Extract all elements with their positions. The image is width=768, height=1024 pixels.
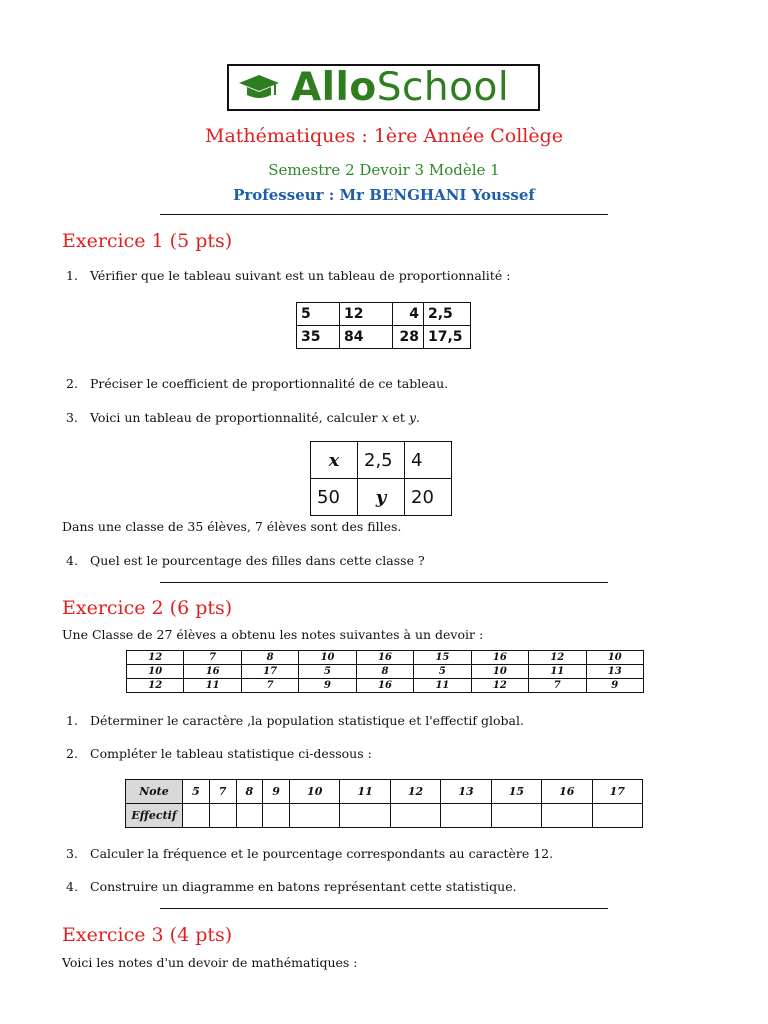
- table-cell: 28: [393, 326, 424, 349]
- table-cell: 12: [471, 679, 528, 693]
- exercise-1-heading: Exercice 1 (5 pts): [62, 230, 233, 252]
- table-cell: 13: [586, 665, 644, 679]
- table-cell: 12: [127, 651, 184, 665]
- table-cell: 16: [356, 651, 413, 665]
- empty-answer-cell[interactable]: [491, 804, 541, 828]
- table-cell: 12: [390, 780, 440, 804]
- empty-answer-cell[interactable]: [441, 804, 491, 828]
- empty-answer-cell[interactable]: [209, 804, 236, 828]
- table-cell: 5: [414, 665, 471, 679]
- empty-answer-cell[interactable]: [390, 804, 440, 828]
- table-cell: 15: [491, 780, 541, 804]
- table-cell: 9: [586, 679, 644, 693]
- table-cell: 4: [405, 442, 452, 479]
- table-cell: 16: [184, 665, 241, 679]
- empty-answer-cell[interactable]: [340, 804, 390, 828]
- table-cell: 17,5: [424, 326, 471, 349]
- ex3-intro: Voici les notes d'un devoir de mathématiques :: [62, 955, 358, 970]
- empty-answer-cell[interactable]: [592, 804, 642, 828]
- table-cell: 16: [542, 780, 592, 804]
- table-row: [311, 479, 452, 516]
- table-cell: 84: [340, 326, 393, 349]
- document-subtitle: Semestre 2 Devoir 3 Modèle 1: [268, 161, 500, 179]
- table-row: [311, 442, 452, 479]
- table-cell: 13: [441, 780, 491, 804]
- table-row: [127, 651, 644, 665]
- header-divider: [160, 214, 608, 215]
- table-cell: 16: [356, 679, 413, 693]
- ex2-question-2: 2. Compléter le tableau statistique ci-dessous :: [66, 746, 372, 761]
- table-cell: 9: [263, 780, 290, 804]
- ex1-question-2: 2. Préciser le coefficient de proportionnalité de ce tableau.: [66, 376, 449, 391]
- table-cell: 8: [236, 780, 263, 804]
- ex1-context: Dans une classe de 35 élèves, 7 élèves sont des filles.: [62, 519, 402, 534]
- ex1-question-4: 4. Quel est le pourcentage des filles dans cette classe ?: [66, 553, 425, 568]
- table-cell: 11: [184, 679, 241, 693]
- section-divider: [160, 908, 608, 909]
- freq-row-label: Effectif: [126, 804, 183, 828]
- table-row: [127, 679, 644, 693]
- table-cell: 17: [592, 780, 642, 804]
- table-cell: 17: [241, 665, 298, 679]
- ex2-intro: Une Classe de 27 élèves a obtenu les notes suivantes à un devoir :: [62, 627, 484, 642]
- table-cell: 5: [297, 303, 340, 326]
- section-divider: [160, 582, 608, 583]
- empty-answer-cell[interactable]: [236, 804, 263, 828]
- table-cell: 7: [241, 679, 298, 693]
- table-cell: 11: [414, 679, 471, 693]
- graduation-cap-icon: [237, 73, 281, 103]
- empty-answer-cell[interactable]: [183, 804, 210, 828]
- table-cell: 8: [356, 665, 413, 679]
- table-cell: 5: [183, 780, 210, 804]
- ex2-question-1: 1. Déterminer le caractère ,la population statistique et l'effectif global.: [66, 713, 524, 728]
- table-cell: 9: [299, 679, 356, 693]
- table-row: [297, 303, 471, 326]
- empty-answer-cell[interactable]: [263, 804, 290, 828]
- empty-answer-cell[interactable]: [542, 804, 592, 828]
- table-cell: 11: [529, 665, 586, 679]
- freq-header-cell: Note: [126, 780, 183, 804]
- table-cell: 7: [529, 679, 586, 693]
- table-cell: 2,5: [424, 303, 471, 326]
- table-cell: 7: [209, 780, 236, 804]
- empty-answer-cell[interactable]: [290, 804, 340, 828]
- table-cell: y: [358, 479, 405, 516]
- ex1-question-1: 1. Vérifier que le tableau suivant est un tableau de proportionnalité :: [66, 268, 511, 283]
- table-cell: 16: [471, 651, 528, 665]
- table-row: [127, 665, 644, 679]
- table-cell: 12: [127, 679, 184, 693]
- table-cell: 10: [471, 665, 528, 679]
- table-cell: 10: [586, 651, 644, 665]
- table-cell: 20: [405, 479, 452, 516]
- table-cell: 12: [529, 651, 586, 665]
- table-cell: 7: [184, 651, 241, 665]
- exercise-2-heading: Exercice 2 (6 pts): [62, 597, 233, 619]
- table-cell: 8: [241, 651, 298, 665]
- ex1-question-3: 3. Voici un tableau de proportionnalité, calculer x et y.: [66, 410, 420, 425]
- professor-name: Professeur : Mr BENGHANI Youssef: [233, 186, 535, 204]
- table-row: [126, 780, 643, 804]
- table-cell: x: [311, 442, 358, 479]
- table-cell: 12: [340, 303, 393, 326]
- table-cell: 2,5: [358, 442, 405, 479]
- document-title: Mathématiques : 1ère Année Collège: [204, 125, 564, 147]
- table-cell: 10: [127, 665, 184, 679]
- variables-table: [310, 441, 452, 516]
- table-cell: 10: [290, 780, 340, 804]
- frequency-table: [125, 779, 643, 828]
- table-row: [297, 326, 471, 349]
- table-cell: 15: [414, 651, 471, 665]
- table-row: [126, 804, 643, 828]
- table-cell: 11: [340, 780, 390, 804]
- table-cell: 4: [393, 303, 424, 326]
- table-cell: 5: [299, 665, 356, 679]
- table-cell: 10: [299, 651, 356, 665]
- ex2-question-4: 4. Construire un diagramme en batons représentant cette statistique.: [66, 879, 517, 894]
- proportionality-table: [296, 302, 471, 349]
- alloschool-logo[interactable]: [227, 64, 540, 111]
- exercise-3-heading: Exercice 3 (4 pts): [62, 924, 233, 946]
- table-cell: 35: [297, 326, 340, 349]
- grades-table: [126, 650, 644, 693]
- logo-text: AlloSchool: [291, 65, 510, 110]
- ex2-question-3: 3. Calculer la fréquence et le pourcentage correspondants au caractère 12.: [66, 846, 554, 861]
- table-cell: 50: [311, 479, 358, 516]
